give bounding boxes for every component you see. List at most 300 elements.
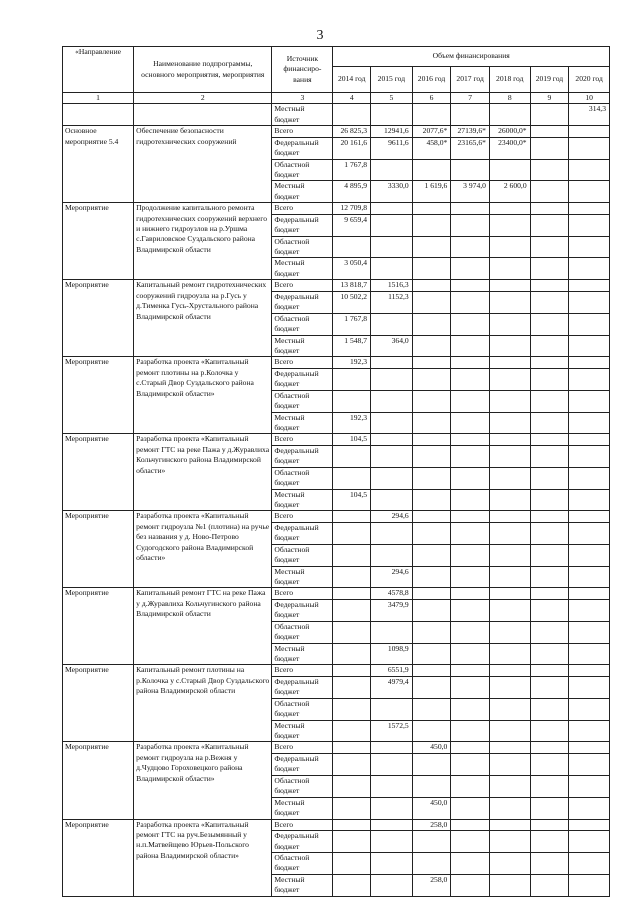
source-cell: Федеральный бюджет: [272, 831, 333, 853]
value-cell: [451, 621, 490, 643]
value-cell: 27139,6*: [451, 126, 490, 138]
value-cell: [371, 874, 413, 896]
source-cell: Всего: [272, 588, 333, 600]
header-volume: Объем финансирования: [333, 47, 610, 67]
source-cell: Областной бюджет: [272, 159, 333, 181]
value-cell: [489, 357, 530, 369]
value-cell: [530, 357, 569, 369]
source-cell: Всего: [272, 434, 333, 446]
value-cell: [530, 831, 569, 853]
value-cell: 2 600,0: [489, 181, 530, 203]
value-cell: [333, 600, 371, 622]
value-cell: 23165,6*: [451, 137, 490, 159]
value-cell: [569, 797, 610, 819]
source-cell: Федеральный бюджет: [272, 214, 333, 236]
value-cell: [569, 467, 610, 489]
value-cell: 3479,9: [371, 600, 413, 622]
value-cell: [530, 489, 569, 511]
value-cell: [451, 544, 490, 566]
value-cell: [489, 831, 530, 853]
value-cell: [530, 137, 569, 159]
value-cell: [333, 754, 371, 776]
column-number: 8: [489, 93, 530, 104]
source-cell: Всего: [272, 511, 333, 523]
value-cell: [489, 588, 530, 600]
table-row: [63, 126, 610, 138]
column-numbers-row: [63, 93, 610, 104]
value-cell: [451, 236, 490, 258]
source-cell: Всего: [272, 665, 333, 677]
value-cell: [412, 600, 451, 622]
value-cell: 450,0: [412, 742, 451, 754]
value-cell: [569, 874, 610, 896]
source-cell: Местный бюджет: [272, 181, 333, 203]
value-cell: 9 659,4: [333, 214, 371, 236]
value-cell: 2077,6*: [412, 126, 451, 138]
value-cell: [530, 544, 569, 566]
value-cell: [371, 698, 413, 720]
value-cell: [530, 522, 569, 544]
value-cell: [489, 511, 530, 523]
value-cell: [530, 665, 569, 677]
table-row: [63, 588, 610, 600]
value-cell: 258,0: [412, 874, 451, 896]
value-cell: [489, 544, 530, 566]
value-cell: [412, 511, 451, 523]
value-cell: [530, 236, 569, 258]
direction-cell: Мероприятие: [63, 357, 134, 434]
source-cell: Областной бюджет: [272, 236, 333, 258]
direction-cell: [63, 104, 134, 126]
value-cell: [569, 489, 610, 511]
table-body: [63, 104, 610, 896]
value-cell: [451, 588, 490, 600]
value-cell: [530, 588, 569, 600]
value-cell: 258,0: [412, 819, 451, 831]
name-cell: [134, 104, 272, 126]
direction-cell: Мероприятие: [63, 203, 134, 280]
measure-name-cell: Капитальный ремонт ГТС на реке Пажа у д.Журавлиха Кольчугинского района Владимирской области: [134, 588, 272, 665]
value-cell: [371, 445, 413, 467]
source-cell: Областной бюджет: [272, 698, 333, 720]
value-cell: [371, 104, 413, 126]
value-cell: [489, 467, 530, 489]
source-cell: Областной бюджет: [272, 775, 333, 797]
value-cell: [412, 522, 451, 544]
value-cell: [412, 621, 451, 643]
value-cell: [371, 434, 413, 446]
value-cell: [371, 467, 413, 489]
page-number: 3: [316, 28, 324, 43]
source-cell: Всего: [272, 742, 333, 754]
value-cell: [371, 489, 413, 511]
source-cell: Федеральный бюджет: [272, 522, 333, 544]
value-cell: [489, 258, 530, 280]
source-cell: Федеральный бюджет: [272, 754, 333, 776]
value-cell: [530, 368, 569, 390]
value-cell: [333, 665, 371, 677]
value-cell: [489, 621, 530, 643]
direction-cell: Основное мероприятие 5.4: [63, 126, 134, 203]
value-cell: [333, 522, 371, 544]
value-cell: [412, 291, 451, 313]
value-cell: [569, 137, 610, 159]
value-cell: [569, 181, 610, 203]
value-cell: [451, 566, 490, 588]
source-cell: Всего: [272, 280, 333, 292]
value-cell: [371, 544, 413, 566]
value-cell: [371, 313, 413, 335]
column-number: 4: [333, 93, 371, 104]
value-cell: 1572,5: [371, 720, 413, 742]
value-cell: [530, 467, 569, 489]
value-cell: [333, 831, 371, 853]
value-cell: [489, 214, 530, 236]
value-cell: [451, 467, 490, 489]
value-cell: [412, 775, 451, 797]
value-cell: 294,6: [371, 566, 413, 588]
value-cell: 3330,0: [371, 181, 413, 203]
value-cell: [451, 831, 490, 853]
value-cell: [412, 720, 451, 742]
value-cell: 364,0: [371, 335, 413, 357]
value-cell: [489, 203, 530, 215]
value-cell: 4578,8: [371, 588, 413, 600]
value-cell: [489, 280, 530, 292]
source-cell: Местный бюджет: [272, 643, 333, 665]
value-cell: [489, 236, 530, 258]
value-cell: [569, 357, 610, 369]
value-cell: 10 502,2: [333, 291, 371, 313]
value-cell: [371, 214, 413, 236]
value-cell: [451, 313, 490, 335]
value-cell: [371, 775, 413, 797]
value-cell: 1152,3: [371, 291, 413, 313]
value-cell: 1098,9: [371, 643, 413, 665]
value-cell: [451, 280, 490, 292]
value-cell: [451, 698, 490, 720]
measure-name-cell: Разработка проекта «Капитальный ремонт плотины на р.Колочка у с.Старый Двор Суздальского района Владимирской области»: [134, 357, 272, 434]
value-cell: [489, 368, 530, 390]
value-cell: [412, 159, 451, 181]
measure-name-cell: Продолжение капитального ремонта гидротехнических сооружений верхнего и нижнего гидроузлов на р.Уршма с.Гавриловское Суздальского района Владимирской области: [134, 203, 272, 280]
value-cell: [489, 159, 530, 181]
value-cell: [371, 390, 413, 412]
header-name: Наименование подпрограммы, основного мероприятия, мероприятия: [134, 47, 272, 93]
value-cell: 3 974,0: [451, 181, 490, 203]
value-cell: [530, 720, 569, 742]
value-cell: [569, 445, 610, 467]
value-cell: [451, 445, 490, 467]
table-row: [63, 434, 610, 446]
source-cell: Местный бюджет: [272, 412, 333, 434]
value-cell: [569, 720, 610, 742]
value-cell: [371, 368, 413, 390]
value-cell: [489, 600, 530, 622]
source-cell: Местный бюджет: [272, 874, 333, 896]
value-cell: [489, 291, 530, 313]
source-cell: Областной бюджет: [272, 621, 333, 643]
source-cell: Федеральный бюджет: [272, 445, 333, 467]
source-cell: Федеральный бюджет: [272, 677, 333, 699]
measure-name-cell: Разработка проекта «Капитальный ремонт гидроузла на р.Вежня у д.Чудцово Гороховецкого района Владимирской области»: [134, 742, 272, 819]
value-cell: [569, 434, 610, 446]
value-cell: [451, 522, 490, 544]
value-cell: [489, 775, 530, 797]
value-cell: [412, 368, 451, 390]
source-cell: Всего: [272, 203, 333, 215]
value-cell: [412, 335, 451, 357]
value-cell: [333, 621, 371, 643]
value-cell: [569, 698, 610, 720]
source-cell: Федеральный бюджет: [272, 291, 333, 313]
value-cell: [333, 775, 371, 797]
value-cell: [333, 742, 371, 754]
value-cell: [412, 203, 451, 215]
value-cell: [489, 643, 530, 665]
source-cell: Областной бюджет: [272, 313, 333, 335]
value-cell: [489, 819, 530, 831]
measure-name-cell: Разработка проекта «Капитальный ремонт гидроузла №1 (плотина) на ручье без названия у д. Ново-Петрово Судогодского района Владимирской области»: [134, 511, 272, 588]
column-number: 7: [451, 93, 490, 104]
measure-name-cell: Разработка проекта «Капитальный ремонт ГТС на реке Пажа у д.Журавлиха Кольчугинского района Владимирской области»: [134, 434, 272, 511]
value-cell: [569, 600, 610, 622]
value-cell: [530, 203, 569, 215]
value-cell: [412, 104, 451, 126]
value-cell: [333, 643, 371, 665]
value-cell: 9611,6: [371, 137, 413, 159]
value-cell: [530, 643, 569, 665]
value-cell: [569, 291, 610, 313]
value-cell: [530, 742, 569, 754]
value-cell: [451, 643, 490, 665]
value-cell: [412, 643, 451, 665]
value-cell: [333, 797, 371, 819]
value-cell: [530, 874, 569, 896]
value-cell: [569, 214, 610, 236]
value-cell: [451, 203, 490, 215]
value-cell: [333, 467, 371, 489]
value-cell: 26000,0*: [489, 126, 530, 138]
direction-cell: Мероприятие: [63, 819, 134, 896]
header-direction: «Направление: [63, 47, 134, 93]
value-cell: [333, 698, 371, 720]
column-number: 6: [412, 93, 451, 104]
value-cell: 4979,4: [371, 677, 413, 699]
value-cell: [489, 677, 530, 699]
table-row: [63, 280, 610, 292]
source-cell: Местный бюджет: [272, 104, 333, 126]
value-cell: [530, 698, 569, 720]
value-cell: [530, 852, 569, 874]
value-cell: [569, 412, 610, 434]
value-cell: [412, 258, 451, 280]
value-cell: [489, 665, 530, 677]
direction-cell: Мероприятие: [63, 742, 134, 819]
header-year: 2016 год: [412, 67, 451, 93]
value-cell: 4 895,9: [333, 181, 371, 203]
value-cell: [412, 313, 451, 335]
value-cell: [451, 258, 490, 280]
value-cell: [489, 104, 530, 126]
value-cell: [569, 643, 610, 665]
value-cell: [333, 236, 371, 258]
value-cell: 1516,3: [371, 280, 413, 292]
value-cell: [451, 775, 490, 797]
value-cell: [412, 434, 451, 446]
value-cell: [530, 104, 569, 126]
value-cell: [530, 775, 569, 797]
value-cell: [412, 467, 451, 489]
value-cell: [451, 412, 490, 434]
value-cell: 1 767,8: [333, 159, 371, 181]
value-cell: [451, 797, 490, 819]
value-cell: [371, 236, 413, 258]
source-cell: Местный бюджет: [272, 489, 333, 511]
value-cell: [530, 126, 569, 138]
column-number: 1: [63, 93, 134, 104]
table-row: [63, 104, 610, 126]
value-cell: [412, 665, 451, 677]
value-cell: [530, 445, 569, 467]
value-cell: [333, 677, 371, 699]
value-cell: 104,5: [333, 489, 371, 511]
value-cell: [489, 335, 530, 357]
value-cell: [569, 677, 610, 699]
value-cell: [371, 797, 413, 819]
value-cell: [371, 754, 413, 776]
value-cell: [569, 258, 610, 280]
table-row: [63, 742, 610, 754]
value-cell: [530, 181, 569, 203]
value-cell: [489, 720, 530, 742]
value-cell: [412, 445, 451, 467]
header-year: 2015 год: [371, 67, 413, 93]
value-cell: [371, 412, 413, 434]
value-cell: [530, 258, 569, 280]
source-cell: Федеральный бюджет: [272, 600, 333, 622]
value-cell: [371, 522, 413, 544]
value-cell: [569, 126, 610, 138]
value-cell: [569, 665, 610, 677]
value-cell: [333, 390, 371, 412]
value-cell: [569, 511, 610, 523]
value-cell: [451, 852, 490, 874]
value-cell: [451, 368, 490, 390]
value-cell: [489, 754, 530, 776]
value-cell: [569, 280, 610, 292]
value-cell: [569, 754, 610, 776]
direction-cell: Мероприятие: [63, 511, 134, 588]
value-cell: [489, 797, 530, 819]
value-cell: [451, 754, 490, 776]
source-cell: Всего: [272, 819, 333, 831]
source-cell: Федеральный бюджет: [272, 137, 333, 159]
source-cell: Областной бюджет: [272, 390, 333, 412]
value-cell: [412, 831, 451, 853]
value-cell: [412, 544, 451, 566]
value-cell: [569, 522, 610, 544]
value-cell: 12 709,8: [333, 203, 371, 215]
source-cell: Местный бюджет: [272, 566, 333, 588]
value-cell: [489, 698, 530, 720]
column-number: 5: [371, 93, 413, 104]
value-cell: [451, 677, 490, 699]
column-number: 3: [272, 93, 333, 104]
value-cell: [333, 104, 371, 126]
value-cell: [412, 357, 451, 369]
value-cell: [489, 445, 530, 467]
source-cell: Областной бюджет: [272, 467, 333, 489]
value-cell: 104,5: [333, 434, 371, 446]
value-cell: [412, 390, 451, 412]
value-cell: [489, 874, 530, 896]
value-cell: [451, 720, 490, 742]
value-cell: [412, 754, 451, 776]
value-cell: [530, 600, 569, 622]
value-cell: [530, 280, 569, 292]
value-cell: [530, 335, 569, 357]
value-cell: [569, 203, 610, 215]
value-cell: [451, 489, 490, 511]
source-cell: Областной бюджет: [272, 852, 333, 874]
value-cell: [333, 511, 371, 523]
value-cell: [412, 852, 451, 874]
value-cell: [569, 621, 610, 643]
value-cell: 458,0*: [412, 137, 451, 159]
value-cell: [371, 831, 413, 853]
header-year: 2018 год: [489, 67, 530, 93]
value-cell: [530, 566, 569, 588]
column-number: 10: [569, 93, 610, 104]
value-cell: 20 161,6: [333, 137, 371, 159]
value-cell: [569, 335, 610, 357]
value-cell: 314,3: [569, 104, 610, 126]
value-cell: [530, 412, 569, 434]
value-cell: 23400,0*: [489, 137, 530, 159]
value-cell: [333, 819, 371, 831]
value-cell: [569, 852, 610, 874]
value-cell: [412, 588, 451, 600]
value-cell: [489, 566, 530, 588]
value-cell: [530, 819, 569, 831]
financing-table: [62, 46, 610, 897]
value-cell: [530, 511, 569, 523]
value-cell: 3 050,4: [333, 258, 371, 280]
value-cell: [530, 390, 569, 412]
value-cell: [371, 852, 413, 874]
table-row: [63, 357, 610, 369]
value-cell: [333, 445, 371, 467]
source-cell: Всего: [272, 126, 333, 138]
direction-cell: Мероприятие: [63, 588, 134, 665]
value-cell: [530, 677, 569, 699]
value-cell: [451, 819, 490, 831]
column-number: 9: [530, 93, 569, 104]
value-cell: [569, 236, 610, 258]
value-cell: [451, 511, 490, 523]
value-cell: [412, 677, 451, 699]
table-row: [63, 511, 610, 523]
source-cell: Местный бюджет: [272, 258, 333, 280]
measure-name-cell: Обеспечение безопасности гидротехнических сооружений: [134, 126, 272, 203]
value-cell: [451, 291, 490, 313]
source-cell: Местный бюджет: [272, 335, 333, 357]
value-cell: [333, 852, 371, 874]
value-cell: [451, 742, 490, 754]
value-cell: [333, 588, 371, 600]
direction-cell: Мероприятие: [63, 434, 134, 511]
